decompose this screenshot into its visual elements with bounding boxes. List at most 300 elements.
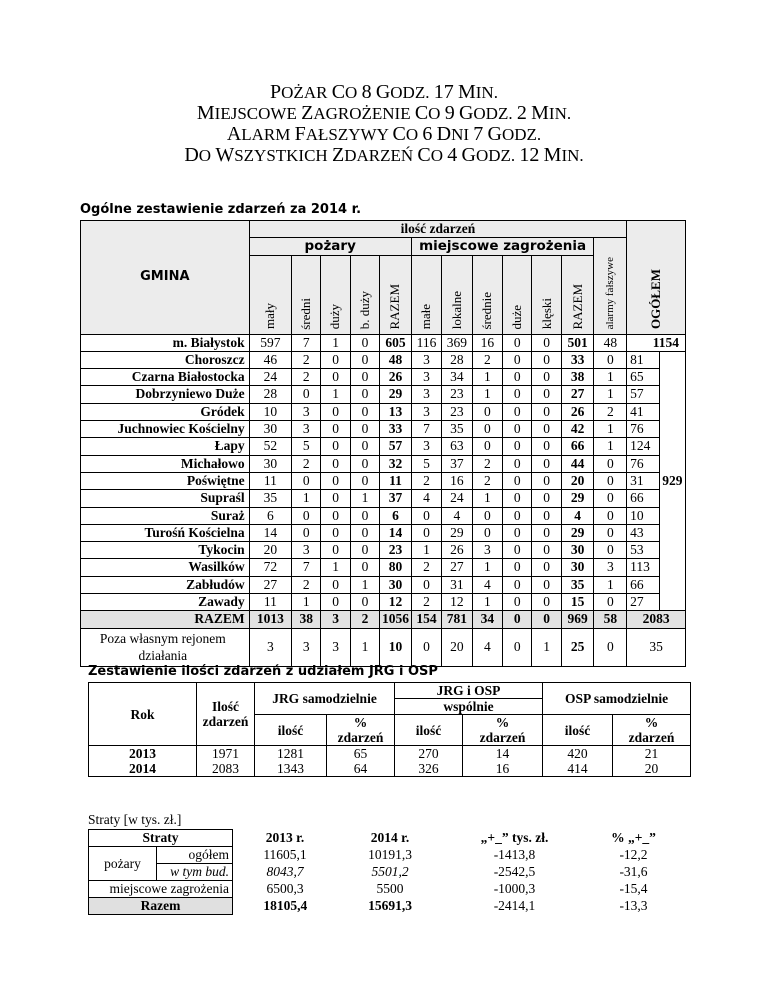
losses-table: [88, 829, 689, 915]
value-cell: 76: [627, 455, 660, 472]
value-cell: 43: [627, 524, 660, 541]
value-cell: 0: [321, 351, 350, 368]
value-cell: 53: [627, 542, 660, 559]
group-jrg-osp-line2: wspólnie: [395, 699, 543, 715]
value-cell: 0: [594, 628, 627, 666]
value-cell: 66: [627, 490, 660, 507]
value-cell: 1: [350, 628, 379, 666]
col-pct: % „+_”: [611, 830, 656, 845]
value-cell: 0: [532, 369, 561, 386]
value-cell: 57: [380, 438, 412, 455]
value-cell: 0: [321, 472, 350, 489]
value-cell: 0: [321, 438, 350, 455]
value-cell: 24: [249, 369, 291, 386]
both-pct-cell: 14: [463, 746, 543, 762]
value-cell: 1: [594, 369, 627, 386]
value-cell: 1: [292, 594, 321, 611]
col-razem-mz: RAZEM: [561, 255, 594, 334]
col-2013: 2013 r.: [265, 830, 305, 845]
value-cell: 0: [532, 542, 561, 559]
value-cell: 0: [411, 576, 441, 593]
value-cell: 2: [472, 351, 502, 368]
value-cell: 72: [249, 559, 291, 576]
value-cell: 0: [292, 472, 321, 489]
value-cell: 30: [561, 542, 594, 559]
value-cell: 1: [472, 594, 502, 611]
value-cell: 48: [380, 351, 412, 368]
value-2013: 18105,4: [263, 898, 308, 913]
value-pct: -31,6: [619, 864, 648, 879]
osp-pct-cell: 20: [613, 761, 691, 777]
value-cell: 2: [411, 594, 441, 611]
value-cell: 3: [411, 351, 441, 368]
table-row: [81, 403, 686, 420]
value-cell: 2: [350, 611, 379, 628]
value-diff: -2542,5: [493, 864, 536, 879]
table-row: [89, 847, 689, 864]
value-cell: 501: [561, 334, 594, 351]
sub-pct-jrg: % zdarzeń: [327, 715, 395, 746]
col-rok: Rok: [89, 683, 197, 746]
value-cell: 0: [321, 576, 350, 593]
value-cell: 42: [561, 421, 594, 438]
value-cell: 20: [249, 542, 291, 559]
value-cell: 3: [594, 559, 627, 576]
col-alarmy-falszywe: alarmy fałszywe: [594, 238, 627, 334]
jrg-pct-cell: 64: [327, 761, 395, 777]
value-cell: 3: [321, 611, 350, 628]
value-2013: 8043,7: [266, 864, 304, 879]
gmina-name: m. Białystok: [81, 334, 250, 351]
table-row: [81, 559, 686, 576]
value-cell: 7: [292, 334, 321, 351]
col-gmina-header: GMINA: [81, 221, 250, 335]
value-cell: 76: [627, 421, 660, 438]
value-cell: 63: [442, 438, 472, 455]
value-cell: 0: [321, 524, 350, 541]
gmina-name: Wasilków: [81, 559, 250, 576]
jrg-cell: 1343: [255, 761, 327, 777]
value-cell: 0: [503, 334, 532, 351]
value-cell: 35: [561, 576, 594, 593]
value-cell: 0: [503, 559, 532, 576]
value-cell: 0: [292, 386, 321, 403]
table-row: [81, 386, 686, 403]
value-cell: 29: [380, 386, 412, 403]
value-2013: 6500,3: [266, 881, 304, 896]
value-cell: 0: [350, 507, 379, 524]
value-cell: 3: [411, 386, 441, 403]
value-cell: 2: [411, 559, 441, 576]
value-cell: 1: [292, 490, 321, 507]
value-cell: 605: [380, 334, 412, 351]
value-cell: 0: [532, 524, 561, 541]
value-cell: 3: [321, 628, 350, 666]
col-2014: 2014 r.: [370, 830, 410, 845]
value-cell: 0: [472, 421, 502, 438]
table-row: [89, 864, 689, 881]
table-row: [81, 472, 686, 489]
value-cell: 2: [292, 576, 321, 593]
value-cell: 2: [292, 455, 321, 472]
gmina-name: Dobrzyniewo Duże: [81, 386, 250, 403]
value-cell: 66: [627, 576, 660, 593]
headline-4: DO WSZYSTKICH ZDARZEŃ CO 4 GODZ. 12 MIN.: [184, 144, 584, 166]
value-cell: 41: [627, 403, 660, 420]
value-cell: 0: [350, 369, 379, 386]
group-miejscowe-zagrozenia: miejscowe zagrożenia: [411, 238, 594, 255]
value-2014: 5500: [376, 881, 404, 896]
value-cell: 3: [292, 421, 321, 438]
value-cell: 3: [292, 628, 321, 666]
gmina-name: Łapy: [81, 438, 250, 455]
value-cell: 37: [380, 490, 412, 507]
value-cell: 2: [411, 472, 441, 489]
value-cell: 4: [442, 507, 472, 524]
value-cell: 0: [350, 403, 379, 420]
value-cell: 23: [380, 542, 412, 559]
value-cell: 0: [350, 559, 379, 576]
table-row-total: [81, 611, 686, 628]
events-summary-table: [80, 220, 686, 667]
value-cell: 46: [249, 351, 291, 368]
value-cell: 23: [442, 386, 472, 403]
value-cell: 0: [532, 507, 561, 524]
headline-1: POŻAR CO 8 GODZ. 17 MIN.: [270, 81, 498, 103]
value-cell: 1: [594, 438, 627, 455]
gmina-name: Tykocin: [81, 542, 250, 559]
table-row: [81, 438, 686, 455]
value-cell: 1: [594, 576, 627, 593]
value-diff: -1000,3: [493, 881, 536, 896]
osp-cell: 414: [543, 761, 613, 777]
value-cell: 57: [627, 386, 660, 403]
value-cell: 7: [292, 559, 321, 576]
value-cell: 0: [321, 542, 350, 559]
value-cell: 33: [561, 351, 594, 368]
value-cell: 38: [561, 369, 594, 386]
table-row: [81, 524, 686, 541]
value-cell: 0: [503, 472, 532, 489]
value-cell: 11: [380, 472, 412, 489]
gmina-name: Turośń Kościelna: [81, 524, 250, 541]
value-cell: 0: [503, 386, 532, 403]
value-cell: 27: [249, 576, 291, 593]
value-cell: 5: [411, 455, 441, 472]
value-cell: 28: [249, 386, 291, 403]
value-cell: 26: [380, 369, 412, 386]
year-cell: 2013: [89, 746, 197, 762]
headline-3: ALARM FAŁSZYWY CO 6 DNI 7 GODZ.: [226, 123, 542, 145]
value-cell: 0: [503, 576, 532, 593]
value-cell: 0: [350, 594, 379, 611]
value-cell: 113: [627, 559, 660, 576]
table-row-total: [89, 898, 689, 915]
jrg-cell: 1281: [255, 746, 327, 762]
value-cell: 0: [503, 628, 532, 666]
table-row: [81, 542, 686, 559]
value-cell: 0: [472, 403, 502, 420]
value-cell: 369: [442, 334, 472, 351]
value-cell: 35: [249, 490, 291, 507]
table-row: [81, 421, 686, 438]
value-cell: 0: [321, 594, 350, 611]
total-cell: 1971: [197, 746, 255, 762]
value-cell: 1: [472, 559, 502, 576]
col-lokalne: lokalne: [442, 255, 472, 334]
value-cell: 0: [594, 490, 627, 507]
value-pct: -15,4: [619, 881, 648, 896]
value-cell: 10: [627, 507, 660, 524]
value-cell: 32: [380, 455, 412, 472]
value-cell: 34: [472, 611, 502, 628]
group-jrg-osp: JRG i OSP: [395, 683, 543, 699]
table-row: [89, 881, 689, 898]
col-maly: mały: [249, 255, 291, 334]
row-label: w tym bud.: [157, 864, 233, 881]
gmina-name: Poza własnym rejonem działania: [81, 628, 250, 666]
value-cell: 14: [380, 524, 412, 541]
value-cell: 16: [472, 334, 502, 351]
value-cell: 0: [503, 421, 532, 438]
value-cell: 81: [627, 351, 660, 368]
value-cell: 6: [380, 507, 412, 524]
value-cell: 0: [472, 438, 502, 455]
value-cell: 35: [627, 628, 686, 666]
col-sredni: średni: [292, 255, 321, 334]
value-cell: 38: [292, 611, 321, 628]
year-cell: 2014: [89, 761, 197, 777]
value-cell: 0: [350, 472, 379, 489]
value-cell: 0: [532, 351, 561, 368]
value-cell: 3: [411, 403, 441, 420]
value-cell: 3: [292, 542, 321, 559]
value-cell: 33: [380, 421, 412, 438]
sub-ilosc-osp: ilość: [543, 715, 613, 746]
value-cell: 0: [350, 351, 379, 368]
value-cell: 116: [411, 334, 441, 351]
value-cell: 0: [411, 628, 441, 666]
value-cell: 0: [594, 524, 627, 541]
value-cell: 31: [627, 472, 660, 489]
table-row: [81, 351, 686, 368]
value-cell: 597: [249, 334, 291, 351]
value-cell: 2: [292, 369, 321, 386]
value-cell: 0: [472, 507, 502, 524]
value-cell: 80: [380, 559, 412, 576]
col-srednie: średnie: [472, 255, 502, 334]
value-pct: -13,3: [619, 898, 648, 913]
value-cell: 0: [292, 524, 321, 541]
value-cell: 6: [249, 507, 291, 524]
sub-ilosc-jrg: ilość: [255, 715, 327, 746]
value-cell: 0: [532, 594, 561, 611]
value-cell: 52: [249, 438, 291, 455]
gmina-name: Choroszcz: [81, 351, 250, 368]
value-cell: 781: [442, 611, 472, 628]
headline-2: MIEJSCOWE ZAGROŻENIE CO 9 GODZ. 2 MIN.: [196, 102, 572, 124]
gmina-name: Poświętne: [81, 472, 250, 489]
value-cell: 1: [321, 386, 350, 403]
osp-cell: 420: [543, 746, 613, 762]
value-cell: 20: [561, 472, 594, 489]
value-cell: 30: [561, 559, 594, 576]
col-male: małe: [411, 255, 441, 334]
value-cell: 0: [321, 455, 350, 472]
value-cell: 124: [627, 438, 660, 455]
total-cell: 2083: [197, 761, 255, 777]
row-label: ogółem: [157, 847, 233, 864]
gmina-name: Czarna Białostocka: [81, 369, 250, 386]
value-cell: 2083: [627, 611, 686, 628]
value-cell: 1: [532, 628, 561, 666]
group-jrg-samodzielnie: JRG samodzielnie: [255, 683, 395, 715]
value-cell: 30: [380, 576, 412, 593]
value-cell: 0: [532, 472, 561, 489]
value-cell: 0: [532, 611, 561, 628]
value-cell: 29: [561, 524, 594, 541]
value-cell: 4: [411, 490, 441, 507]
value-cell: 0: [503, 403, 532, 420]
table-row-outside: [81, 628, 686, 666]
value-cell: 5: [292, 438, 321, 455]
value-cell: 1: [472, 490, 502, 507]
value-cell: 0: [532, 455, 561, 472]
value-cell: 34: [442, 369, 472, 386]
sub-pct-both: % zdarzeń: [463, 715, 543, 746]
value-cell: 1: [321, 559, 350, 576]
value-cell: 1: [350, 490, 379, 507]
gmina-name: Suraż: [81, 507, 250, 524]
value-cell: 1: [472, 369, 502, 386]
value-cell: 3: [472, 542, 502, 559]
row-label: miejscowe zagrożenia: [89, 881, 233, 898]
gmina-name: RAZEM: [81, 611, 250, 628]
col-diff: „+_” tys. zł.: [480, 830, 549, 845]
value-cell: 0: [411, 507, 441, 524]
value-cell: 0: [594, 594, 627, 611]
value-cell: 0: [350, 386, 379, 403]
value-cell: 0: [350, 438, 379, 455]
value-cell: 0: [503, 594, 532, 611]
value-cell: 0: [594, 542, 627, 559]
value-cell: 20: [442, 628, 472, 666]
value-cell: 154: [411, 611, 441, 628]
value-cell: 0: [532, 403, 561, 420]
value-cell: 25: [561, 628, 594, 666]
table-row: [81, 369, 686, 386]
value-cell: 0: [350, 524, 379, 541]
value-cell: 2: [292, 351, 321, 368]
value-cell: 14: [249, 524, 291, 541]
table-row: [89, 746, 691, 762]
value-cell: 2: [472, 472, 502, 489]
jrg-osp-table: [88, 682, 691, 777]
value-cell: 11: [249, 472, 291, 489]
gmina-name: Zawady: [81, 594, 250, 611]
value-cell: 4: [472, 576, 502, 593]
col-duzy: duży: [321, 255, 350, 334]
value-cell: 3: [292, 403, 321, 420]
col-b-duzy: b. duży: [350, 255, 379, 334]
group-pozary-label: pożary: [89, 847, 157, 881]
value-cell: 0: [532, 421, 561, 438]
table3-title: Straty [w tys. zł.]: [88, 812, 182, 827]
row-label: Razem: [89, 898, 233, 915]
value-cell: 0: [532, 334, 561, 351]
value-cell: 1: [594, 421, 627, 438]
value-cell: 4: [561, 507, 594, 524]
value-cell: 1: [411, 542, 441, 559]
value-cell: 27: [442, 559, 472, 576]
value-cell: 1: [321, 334, 350, 351]
value-cell: 0: [503, 455, 532, 472]
value-diff: -2414,1: [493, 898, 536, 913]
table-row: [81, 576, 686, 593]
table-row: [81, 455, 686, 472]
both-pct-cell: 16: [463, 761, 543, 777]
col-duze: duże: [503, 255, 532, 334]
value-diff: -1413,8: [493, 847, 536, 862]
value-cell: 0: [350, 455, 379, 472]
value-cell: 3: [411, 438, 441, 455]
value-cell: 65: [627, 369, 660, 386]
value-cell: 0: [472, 524, 502, 541]
value-cell: 58: [594, 611, 627, 628]
side-total: 929: [659, 351, 685, 610]
value-cell: 48: [594, 334, 627, 351]
value-cell: 0: [503, 507, 532, 524]
value-cell: 27: [561, 386, 594, 403]
value-cell: 35: [442, 421, 472, 438]
table-row: [89, 761, 691, 777]
table2-title: Zestawienie ilości zdarzeń z udziałem JRG i OSP: [88, 664, 438, 679]
value-cell: 0: [350, 421, 379, 438]
value-cell: 30: [249, 421, 291, 438]
value-cell: 0: [503, 369, 532, 386]
value-cell: 0: [503, 490, 532, 507]
value-cell: 0: [321, 421, 350, 438]
value-cell: 31: [442, 576, 472, 593]
value-cell: 0: [503, 611, 532, 628]
gmina-name: Supraśl: [81, 490, 250, 507]
value-2013: 11605,1: [263, 847, 307, 862]
value-cell: 12: [380, 594, 412, 611]
value-cell: 0: [321, 490, 350, 507]
value-cell: 30: [249, 455, 291, 472]
table-row: [81, 334, 686, 351]
value-cell: 26: [442, 542, 472, 559]
group-osp-samodzielnie: OSP samodzielnie: [543, 683, 691, 715]
value-cell: 66: [561, 438, 594, 455]
value-cell: 3: [249, 628, 291, 666]
value-cell: 0: [292, 507, 321, 524]
value-cell: 23: [442, 403, 472, 420]
value-cell: 0: [503, 351, 532, 368]
value-cell: 37: [442, 455, 472, 472]
value-cell: 1013: [249, 611, 291, 628]
value-cell: 15: [561, 594, 594, 611]
value-cell: 969: [561, 611, 594, 628]
gmina-name: Michałowo: [81, 455, 250, 472]
sub-pct-osp: % zdarzeń: [613, 715, 691, 746]
value-cell: 0: [321, 369, 350, 386]
value-cell: 10: [380, 628, 412, 666]
value-cell: 0: [594, 472, 627, 489]
col-ogolem-header: OGÓŁEM: [627, 221, 686, 335]
value-cell: 3: [411, 369, 441, 386]
col-razem-pozary: RAZEM: [380, 255, 412, 334]
